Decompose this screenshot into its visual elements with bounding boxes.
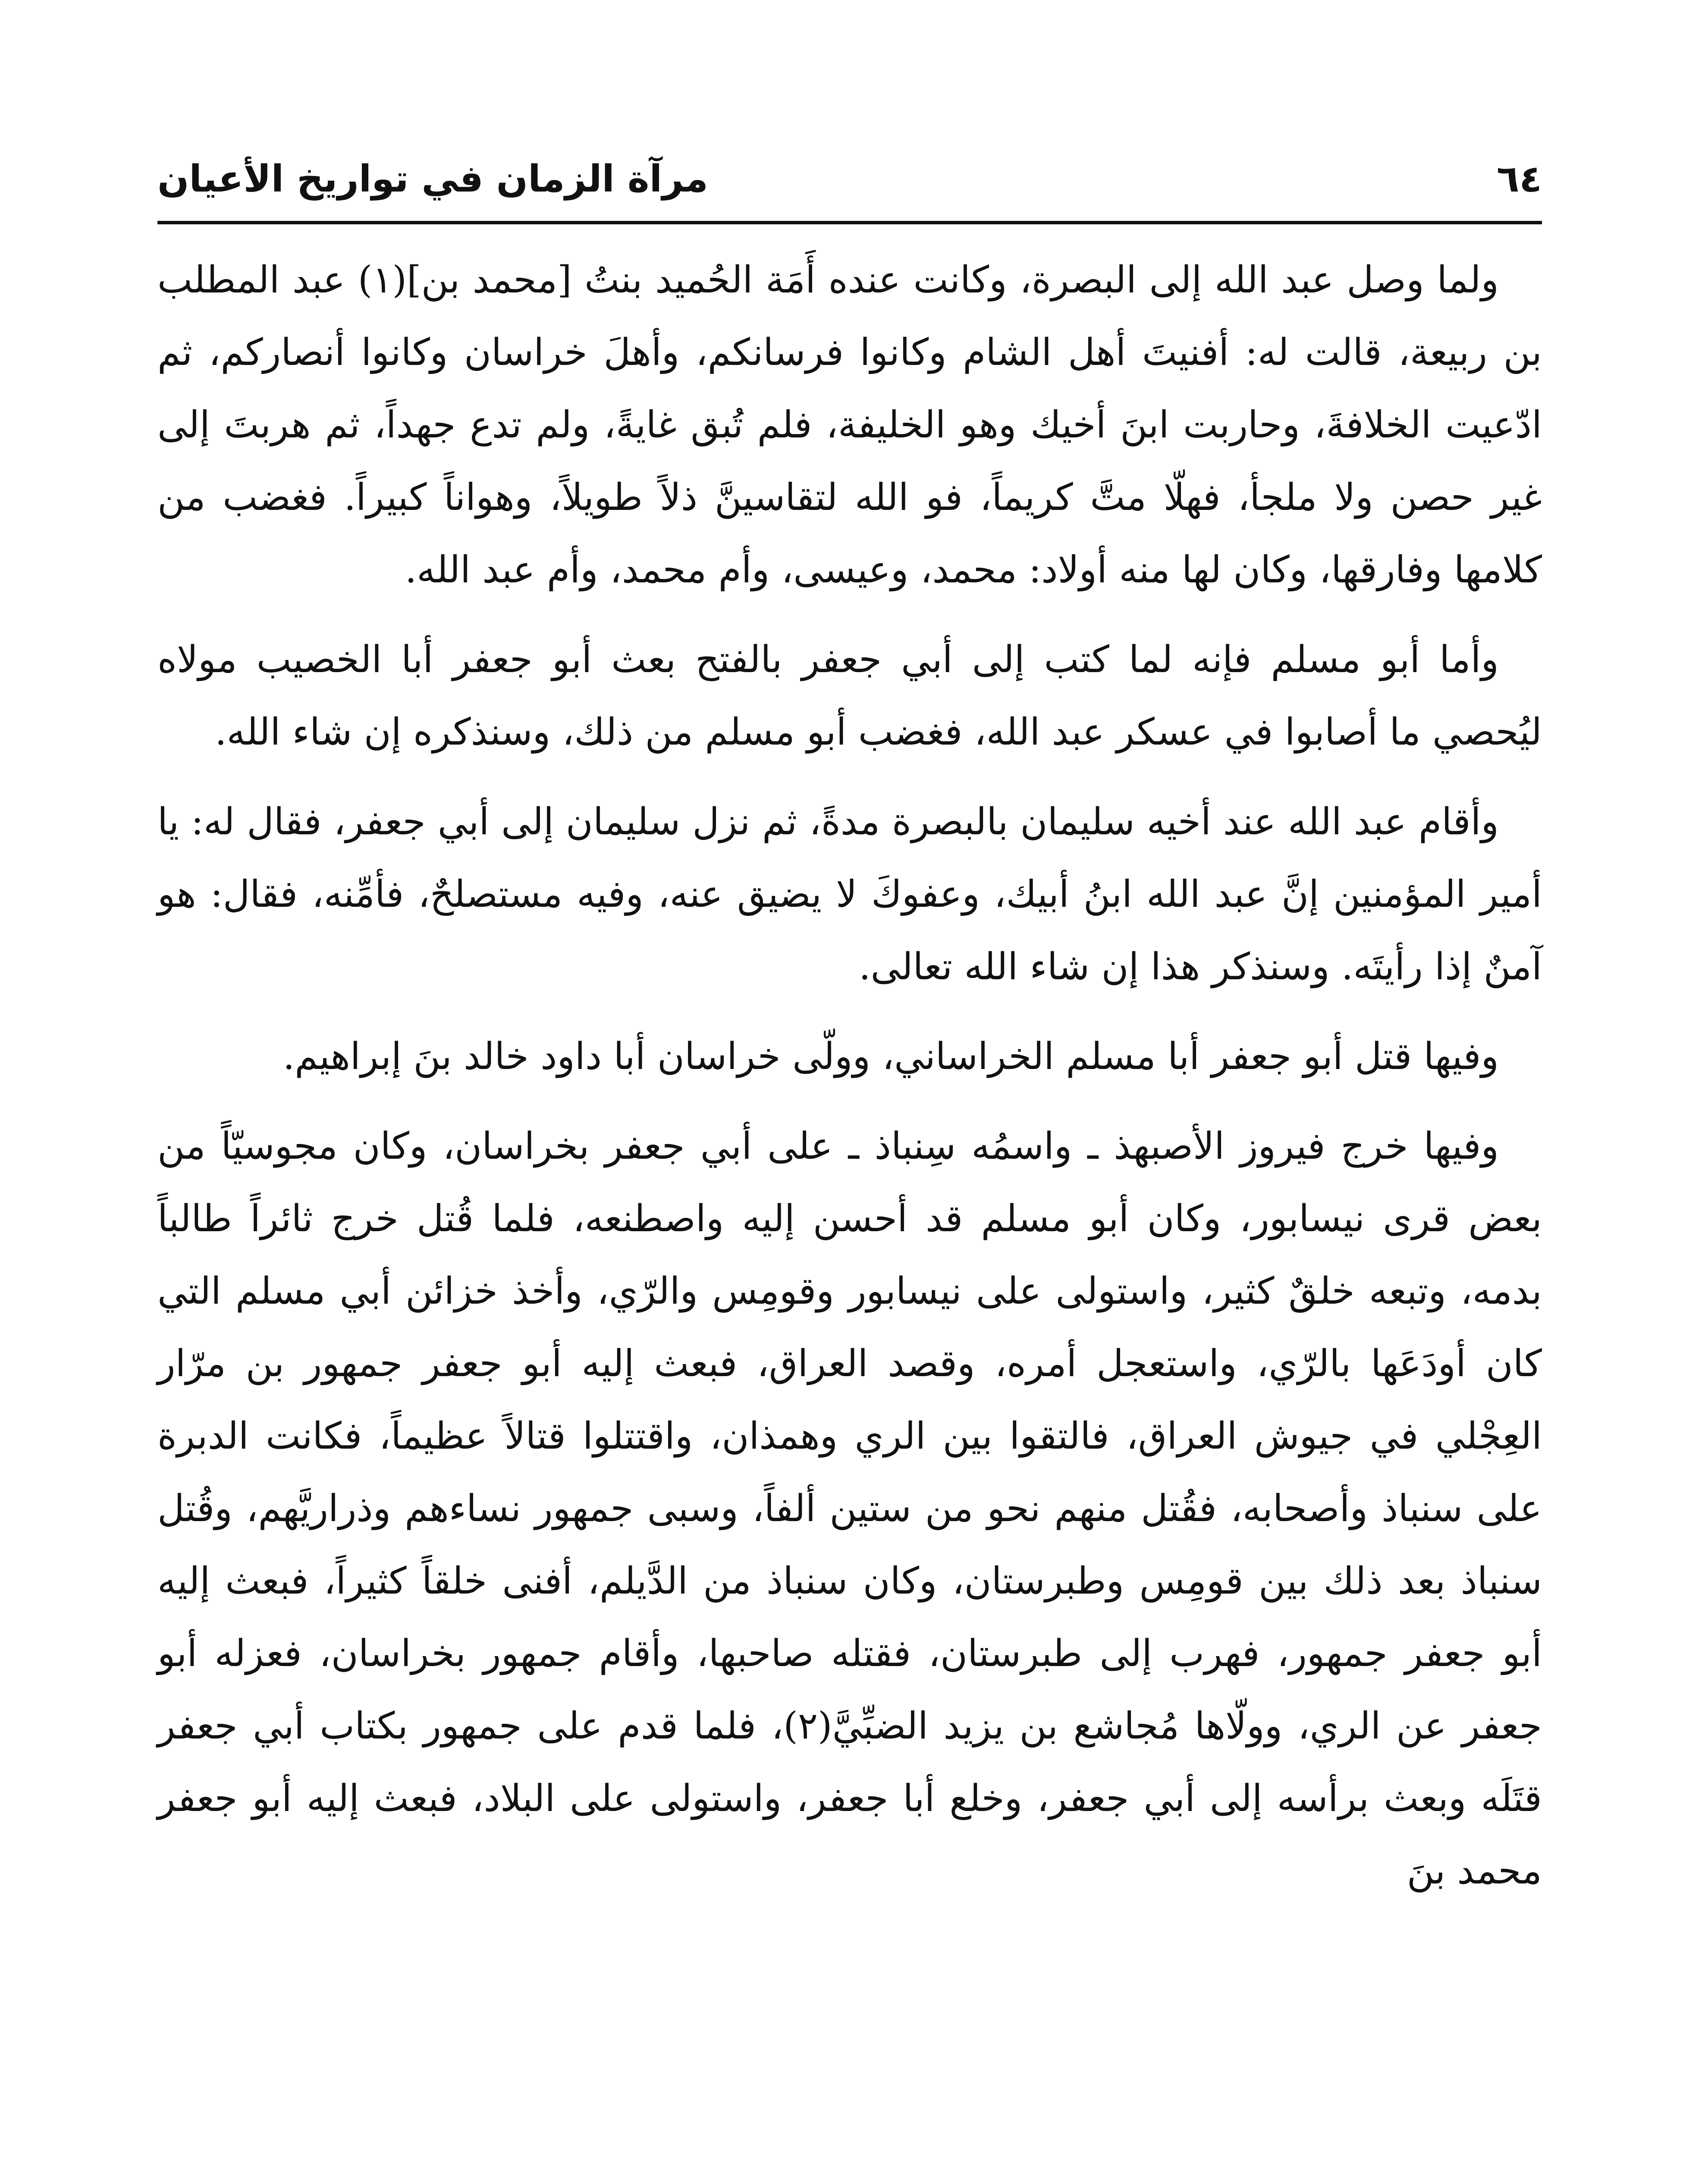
header-rule [157,221,1542,224]
running-title: مرآة الزمان في تواريخ الأعيان [157,157,708,201]
paragraph: وفيها قتل أبو جعفر أبا مسلم الخراساني، وولّى خراسان أبا داود خالد بنَ إبراهيم. [283,1035,1499,1078]
paragraph: وأقام عبد الله عند أخيه سليمان بالبصرة مدةً، ثم نزل سليمان إلى أبي جعفر، فقال له: يا أمير المؤمنين إنَّ عبد الله ابنُ أبيك، وعفوكَ لا يضيق عنه، وفيه مستصلحٌ، فأمِّنه، فقال: هو آمنٌ إذا رأيتَه. وسنذكر هذا إن شاء الله تعالى. [157,800,1542,988]
paragraph: وأما أبو مسلم فإنه لما كتب إلى أبي جعفر بالفتح بعث أبو جعفر أبا الخصيب مولاه ليُحصي ما أصابوا في عسكر عبد الله، فغضب أبو مسلم من ذلك، وسنذكره إن شاء الله. [157,638,1542,754]
paragraph: وفيها خرج فيروز الأصبهذ ـ واسمُه سِنباذ ـ على أبي جعفر بخراسان، وكان مجوسيّاً من بعض قرى نيسابور، وكان أبو مسلم قد أحسن إليه واصطنعه، فلما قُتل خرج ثائراً طالباً بدمه، وتبعه خلقٌ كثير، واستولى على نيسابور وقومِس والرّي، وأخذ خزائن أبي مسلم التي كان أودَعَها بالرّي، واستعجل أمره، وقصد العراق، فبعث إليه أبو جعفر جمهور بن مرّار العِجْلي في جيوش العراق، فالتقوا بين الري وهمذان، واقتتلوا قتالاً عظيماً، فكانت الدبرة على سنباذ وأصحابه، فقُتل منهم نحو من ستين ألفاً، وسبى جمهور نساءهم وذراريَّهم، وقُتل سنباذ بعد ذلك بين قومِس وطبرستان، وكان سنباذ من الدَّيلم، أفنى خلقاً كثيراً، فبعث إليه أبو جعفر جمهور، فهرب إلى طبرستان، فقتله صاحبها، وأقام جمهور بخراسان، فعزله أبو جعفر عن الري، وولّاها مُجاشع بن يزيد الضبِّيَّ(٢)، فلما قدم على جمهور بكتاب أبي جعفر قتَلَه وبعث برأسه إلى أبي جعفر، وخلع أبا جعفر، واستولى على البلاد، فبعث إليه أبو جعفر محمد بنَ [157,1125,1542,1893]
page-number: ٦٤ [1497,157,1542,201]
paragraph: ولما وصل عبد الله إلى البصرة، وكانت عنده أَمَة الحُميد بنتُ [محمد بن](١) عبد المطلب بن ربيعة، قالت له: أفنيتَ أهل الشام وكانوا فرسانكم، وأهلَ خراسان وكانوا أنصاركم، ثم ادّعيت الخلافةَ، وحاربت ابنَ أخيك وهو الخليفة، فلم تُبق غايةً، ولم تدع جهداً، ثم هربتَ إلى غير حصن ولا ملجأ، فهلّا متَّ كريماً، فو الله لتقاسينَّ ذلاً طويلاً، وهواناً كبيراً. فغضب من كلامها وفارقها، وكان لها منه أولاد: محمد، وعيسى، وأم محمد، وأم عبد الله. [157,258,1542,591]
main-text [157,244,1542,1924]
page-header [157,142,1542,216]
